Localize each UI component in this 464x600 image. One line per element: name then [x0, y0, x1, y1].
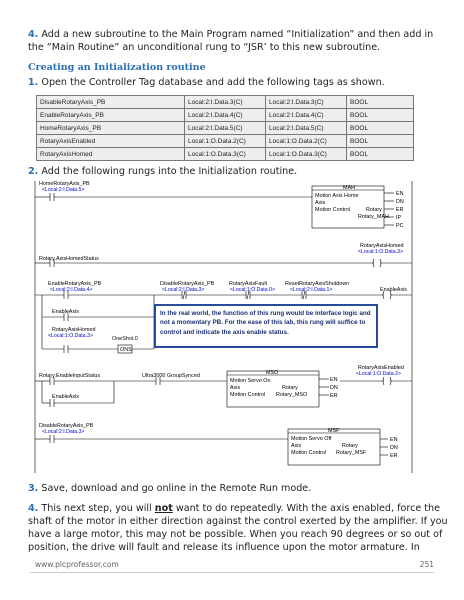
table-row: [37, 122, 414, 135]
mso-er: ER: [330, 393, 338, 399]
mso-axis-label: Axis: [230, 385, 241, 391]
step-text-post: want to do repeatedly. With the axis enabled, force the shaft of the motor in either direction against the control exerted by the amplifier. If you have a large motor, this may not be possible. When you reach 90 degrees or so out of position, the drive will fault and release its influence upon the motor armature. In: [28, 503, 448, 553]
mso-desc: Motion Servo On: [230, 378, 271, 384]
r3-tag4: ResetRotaryAxisShutdown: [285, 281, 350, 287]
r3-ons: ONS: [120, 347, 132, 353]
table-row: [37, 135, 414, 148]
mso-title: MSO: [266, 370, 279, 376]
r5-tag: DisableRotaryAxis_PB: [39, 423, 94, 429]
table-cell: Local:1:O.Data.3(C): [266, 148, 347, 161]
mah-mc-label: Motion Control: [315, 207, 351, 213]
table-cell: Local:2:I.Data.4(C): [185, 109, 266, 122]
mso-dn: DN: [330, 385, 338, 391]
mso-mc-value: Rotary_MSO: [276, 392, 308, 398]
mah-axis-value: Rotary: [366, 207, 382, 213]
r5-addr: <Local:2:I.Data.3>: [42, 429, 85, 435]
step-2-paragraph: [28, 165, 448, 178]
r3-addr2: <Local:2:I.Data.3>: [162, 287, 205, 293]
step-text-pre: This next step, you will: [41, 503, 155, 514]
table-cell: HomeRotaryAxis_PB: [37, 122, 185, 135]
table-cell: Local:2:I.Data.3(C): [185, 96, 266, 109]
mah-dn: DN: [396, 199, 404, 205]
table-row: [37, 148, 414, 161]
table-cell: Local:2:I.Data.4(C): [266, 109, 347, 122]
step-text: Open the Controller Tag database and add the following tags as shown.: [41, 77, 385, 88]
r4-branch: EnableAxis: [52, 394, 79, 400]
r4-out: RotaryAxisEnabled: [358, 365, 404, 371]
mso-mc-label: Motion Control: [230, 392, 266, 398]
emphasis: not: [154, 503, 173, 514]
step-1-paragraph: [28, 76, 448, 89]
msf-en: EN: [390, 437, 398, 443]
step-number: 4.: [28, 29, 39, 40]
r3-tag1: EnableRotaryAxis_PB: [48, 281, 102, 287]
r3-branch1: EnableAxis: [52, 309, 79, 315]
note-callout: In the real world, the function of this rung would be interface logic and not a momentary PB. For the ease of this lab, this rung will suffice to control and indicate the axis enable status.: [154, 304, 378, 348]
table-row: [37, 96, 414, 109]
msf-mc-value: Rotary_MSF: [336, 450, 367, 456]
footer-divider: [30, 572, 434, 573]
r2-out-addr: <Local:1:O.Data.3>: [358, 249, 403, 255]
step-4-paragraph: [28, 28, 448, 54]
r4-out-addr: <Local:1:O.Data.2>: [356, 371, 401, 377]
r3-branch2-addr: <Local:1:O.Data.3>: [48, 333, 93, 339]
mso-en: EN: [330, 377, 338, 383]
msf-mc-label: Motion Control: [291, 450, 327, 456]
table-cell: DisableRotaryAxis_PB: [37, 96, 185, 109]
mah-desc: Motion Axis Home: [315, 193, 359, 199]
r3-out: EnableAxis: [380, 287, 407, 293]
mah-ip: IP: [396, 215, 402, 221]
r2-out: RotaryAxisHomed: [360, 243, 404, 249]
tag-table: [36, 95, 414, 161]
r1-addr: <Local:2:I.Data.5>: [42, 187, 85, 193]
r4-tag2: Ultra3000 GroupSynced: [142, 373, 200, 379]
r4-tag1: Rotary.EnableInputStatus: [39, 373, 101, 379]
step-text: Add the following rungs into the Initialization routine.: [41, 166, 298, 177]
step-4b-paragraph: [28, 502, 448, 554]
table-cell: BOOL: [347, 148, 414, 161]
section-heading: Creating an Initialization routine: [28, 62, 206, 73]
mah-pc: PC: [396, 223, 404, 229]
step-number: 3.: [28, 483, 39, 494]
r2-tag: Rotary.AxisHomedStatus: [39, 256, 99, 262]
table-cell: BOOL: [347, 135, 414, 148]
table-cell: Local:2:I.Data.5(C): [266, 122, 347, 135]
table-cell: RotaryAxisHomed: [37, 148, 185, 161]
mah-mc-value: Rotary_MAH: [358, 214, 389, 220]
r3-addr4: <Local:2:I.Data.1>: [290, 287, 333, 293]
step-3-paragraph: [28, 482, 448, 495]
r3-branch2: RotaryAxisHomed: [52, 327, 96, 333]
msf-desc: Motion Servo Off: [291, 436, 332, 442]
table-cell: Local:1:O.Data.2(C): [185, 135, 266, 148]
mah-axis-label: Axis: [315, 200, 326, 206]
mah-er: ER: [396, 207, 404, 213]
r3-tag2: DisableRotaryAxis_PB: [160, 281, 215, 287]
step-number: 4.: [28, 503, 39, 514]
r3-tag3: RotaryAxisFault: [229, 281, 268, 287]
table-cell: BOOL: [347, 109, 414, 122]
table-cell: RotaryAxisEnabled: [37, 135, 185, 148]
mso-axis-value: Rotary: [282, 385, 298, 391]
step-text: Add a new subroutine to the Main Program named “Initialization” and then add in the “Main Routine” an unconditional rung to “JSR’ to this new subroutine.: [28, 29, 434, 53]
r3-addr3: <Local:1:O.Data.0>: [230, 287, 275, 293]
msf-title: MSF: [328, 428, 340, 434]
table-cell: Local:1:O.Data.2(C): [266, 135, 347, 148]
table-cell: BOOL: [347, 96, 414, 109]
msf-dn: DN: [390, 445, 398, 451]
r3-oneshot: OneShot.0: [112, 336, 138, 342]
page-number: 251: [419, 560, 434, 569]
table-cell: Local:2:I.Data.5(C): [185, 122, 266, 135]
msf-er: ER: [390, 453, 398, 459]
footer-site: www.plcprofessor.com: [35, 560, 119, 569]
mah-title: MAH: [343, 185, 355, 191]
step-number: 1.: [28, 77, 39, 88]
table-row: [37, 109, 414, 122]
table-cell: Local:2:I.Data.3(C): [266, 96, 347, 109]
r3-addr1: <Local:2:I.Data.4>: [50, 287, 93, 293]
table-cell: BOOL: [347, 122, 414, 135]
msf-axis-label: Axis: [291, 443, 302, 449]
r1-tag: HomeRotaryAxis_PB: [39, 181, 90, 187]
table-cell: Local:1:O.Data.3(C): [185, 148, 266, 161]
msf-axis-value: Rotary: [342, 443, 358, 449]
step-number: 2.: [28, 166, 39, 177]
table-cell: EnableRotaryAxis_PB: [37, 109, 185, 122]
step-text: Save, download and go online in the Remote Run mode.: [41, 483, 312, 494]
mah-en: EN: [396, 191, 404, 197]
